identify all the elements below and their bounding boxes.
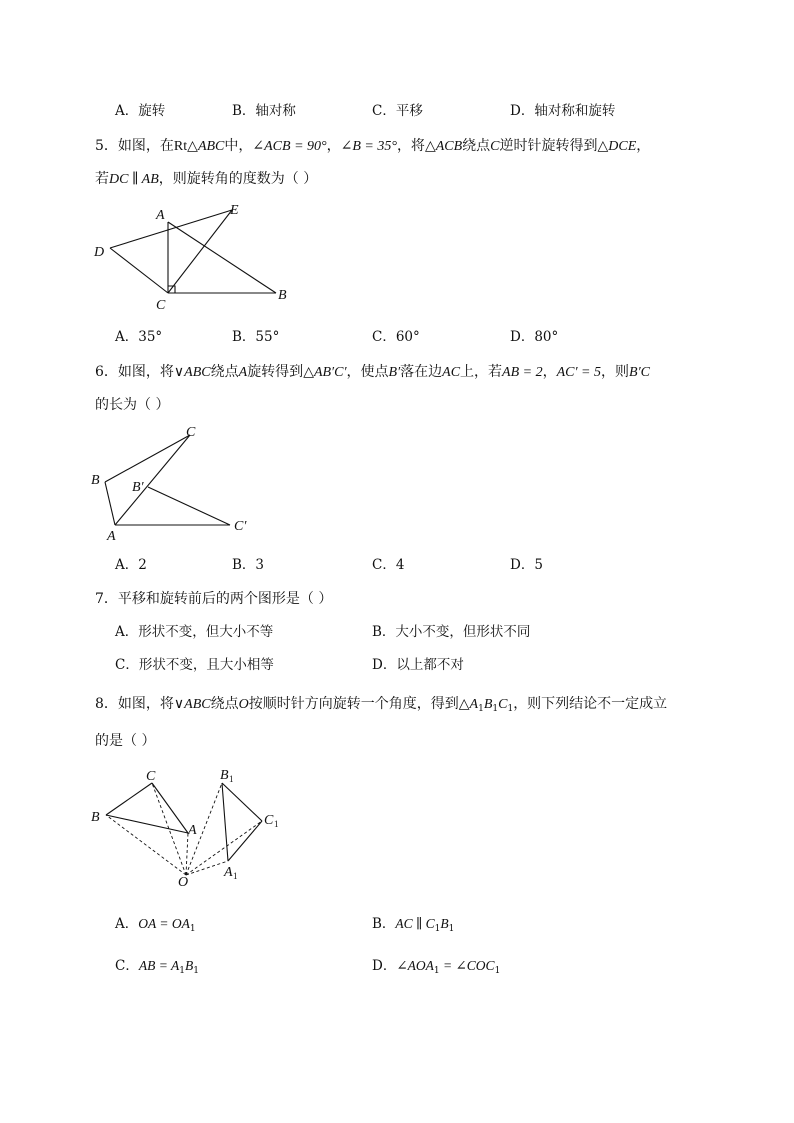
q7-option-d: D．以上都不对 [372, 657, 464, 673]
q5-label-a: A [156, 208, 165, 223]
q5-stem-line2: 若DC ∥ AB，则旋转角的度数为（ ） [95, 171, 318, 187]
q6-option-d: D．5 [510, 557, 543, 573]
q8-segment-ca [152, 783, 188, 833]
q4-option-c: C．平移 [372, 103, 423, 119]
q8-option-a: A．OA = $OA_1$ [115, 916, 196, 934]
q8-label-a1: A [224, 865, 233, 880]
q8-label-c1: C [264, 813, 274, 828]
q6-stem-line2: 的长为（ ） [95, 397, 170, 413]
q6-option-b: B．3 [232, 557, 265, 573]
q6-label-cprime: C′ [234, 519, 247, 534]
q8-label-a: A [188, 823, 197, 838]
q7-option-c: C．形状不变，且大小相等 [115, 657, 274, 673]
q8-option-c: C．AB = $A_1B_1$ [115, 958, 199, 976]
q6-label-a: A [107, 529, 116, 544]
q8-label-a1-sub: 1 [233, 871, 238, 881]
q8-label-b1: B [220, 768, 229, 783]
q6-segment-bpcp [148, 487, 230, 525]
q5-option-b: B．55° [232, 329, 280, 345]
q5-label-b: B [278, 288, 287, 303]
q8-label-b: B [91, 810, 100, 825]
q8-label-c1-sub: 1 [274, 819, 279, 829]
q4-option-b: B．轴对称 [232, 103, 296, 119]
q8-segment-bc [106, 783, 152, 815]
q7-option-a: A．形状不变，但大小不等 [115, 624, 274, 640]
q6-label-b: B [91, 473, 100, 488]
q8-dashed-oa1 [186, 861, 228, 875]
q6-option-a: A．2 [115, 557, 147, 573]
q5-option-c: C．60° [372, 329, 420, 345]
q4-option-d: D．轴对称和旋转 [510, 103, 616, 119]
q5-label-e: E [230, 203, 239, 218]
q5-option-a: A．35° [115, 329, 163, 345]
q8-label-c: C [146, 769, 156, 784]
q5-stem-line1: 5．如图，在Rt△ABC中，∠ACB = 90°，∠B = 35°，将△ACB绕点C逆时针旋转得到△DCE， [95, 138, 651, 154]
q6-segment-bc [105, 435, 190, 482]
q6-option-c: C．4 [372, 557, 405, 573]
q7-stem: 7．平移和旋转前后的两个图形是（ ） [95, 591, 333, 607]
q6-figure [90, 420, 270, 545]
q4-option-a: A．旋转 [115, 103, 166, 119]
q6-segment-ac [115, 435, 190, 525]
q8-stem-line1: 8．如图，将∨ABC绕点O按顺时针方向旋转一个角度，得到$\triangle A_1B_1C_1$，则下列结论不一定成立 [95, 696, 668, 714]
q6-label-c: C [186, 425, 196, 440]
q8-label-o: O [178, 875, 189, 890]
q5-label-d: D [94, 245, 105, 260]
q8-dashed-oa [186, 833, 188, 875]
q8-stem-line2: 的是（ ） [95, 733, 156, 749]
q5-figure [90, 200, 300, 315]
q5-segment-ab [168, 222, 276, 293]
q6-label-bprime: B′ [132, 480, 144, 495]
q5-option-d: D．80° [510, 329, 559, 345]
q8-segment-b1c1 [222, 783, 262, 821]
q5-segment-de [110, 210, 232, 248]
q6-segment-ba [105, 482, 115, 525]
q8-figure [90, 765, 290, 890]
q8-option-d: D．$\angle AOA_1$ = $\angle COC_1$ [372, 958, 501, 976]
q6-stem-line1: 6．如图，将∨ABC绕点A旋转得到△AB′C′，使点B′落在边AC上，若AB = 2，AC′ = 5，则B′C [95, 364, 650, 380]
q8-segment-c1a1 [228, 821, 262, 861]
q5-segment-dc [110, 248, 168, 293]
q7-option-b: B．大小不变，但形状不同 [372, 624, 531, 640]
q8-option-b: B．AC ∥ $C_1B_1$ [372, 916, 455, 934]
q8-label-b1-sub: 1 [229, 774, 234, 784]
q5-segment-ec [168, 210, 232, 293]
q5-label-c: C [156, 298, 166, 313]
